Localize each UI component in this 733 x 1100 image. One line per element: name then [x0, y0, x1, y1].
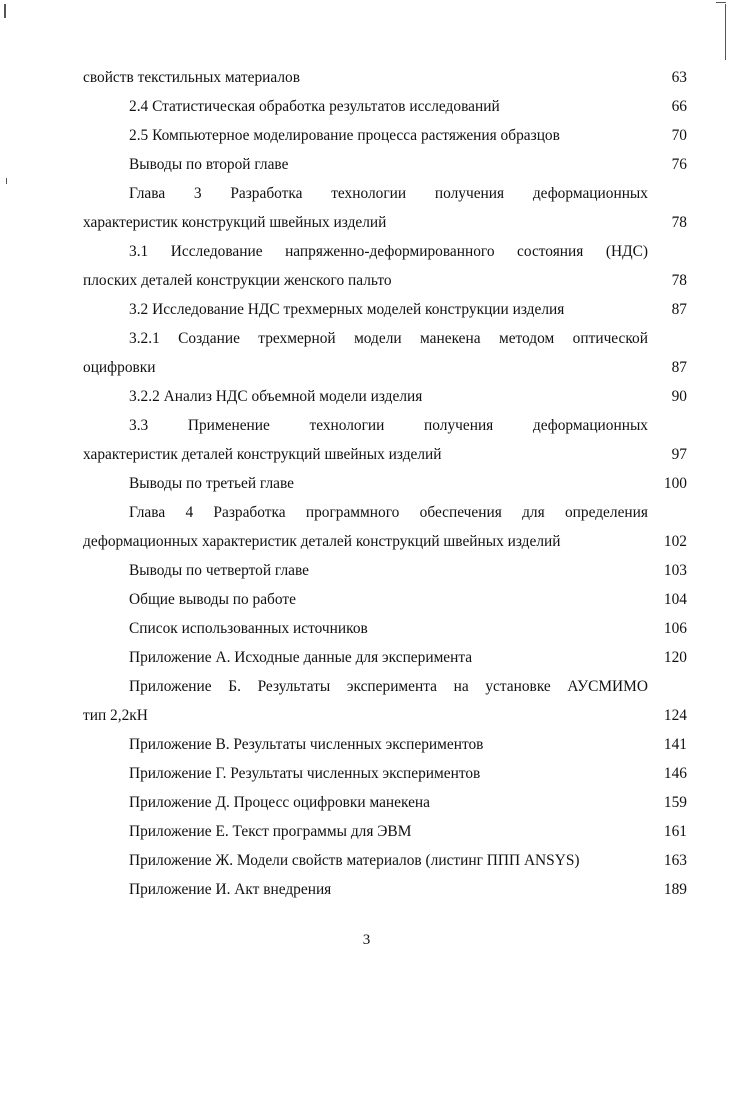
toc-entry [0, 383, 733, 412]
toc-entry-page: 103 [663, 562, 687, 579]
toc-entry-title: 3.2.2 Анализ НДС объемной модели изделия [129, 388, 423, 405]
toc-entry-title: Приложение Б. Результаты эксперимента на установке АУСМИМО [129, 678, 648, 695]
toc-entry-title: 2.4 Статистическая обработка результатов исследований [129, 98, 500, 115]
toc-entry [0, 760, 733, 789]
toc-entry-page: 141 [663, 736, 687, 753]
toc-entry [0, 209, 733, 238]
toc-entry-title: деформационных характеристик деталей конструкций швейных изделий [83, 533, 561, 550]
toc-entry [0, 441, 733, 470]
toc-entry [0, 180, 733, 209]
toc-entry-title: 3.2.1 Создание трехмерной модели манекена методом оптической [129, 330, 648, 347]
table-of-contents [0, 64, 733, 905]
toc-entry-page: 106 [663, 620, 687, 637]
toc-entry [0, 818, 733, 847]
toc-entry [0, 354, 733, 383]
toc-entry-title: Выводы по четвертой главе [129, 562, 309, 579]
toc-entry-title: 3.2 Исследование НДС трехмерных моделей конструкции изделия [129, 301, 565, 318]
toc-entry-title: плоских деталей конструкции женского пальто [83, 272, 392, 289]
toc-entry [0, 64, 733, 93]
toc-entry-page: 87 [671, 359, 687, 376]
toc-entry-page: 97 [671, 446, 687, 463]
toc-entry [0, 615, 733, 644]
toc-entry [0, 470, 733, 499]
toc-entry-title: Глава 4 Разработка программного обеспечения для определения [129, 504, 648, 521]
toc-entry-page: 70 [671, 127, 687, 144]
toc-entry [0, 702, 733, 731]
toc-entry-page: 63 [671, 69, 687, 86]
toc-entry-title: Приложение Е. Текст программы для ЭВМ [129, 823, 412, 840]
toc-entry-title: Приложение Ж. Модели свойств материалов (листинг ППП ANSYS) [129, 852, 580, 869]
toc-entry-title: 2.5 Компьютерное моделирование процесса растяжения образцов [129, 127, 560, 144]
toc-entry-page: 78 [671, 272, 687, 289]
toc-entry [0, 122, 733, 151]
toc-entry [0, 325, 733, 354]
toc-entry [0, 267, 733, 296]
toc-entry-page: 104 [663, 591, 687, 608]
page-number: 3 [362, 932, 371, 948]
toc-entry-page: 76 [671, 156, 687, 173]
scan-speck [4, 4, 6, 18]
toc-entry-page: 189 [663, 881, 687, 898]
toc-entry-page: 100 [663, 475, 687, 492]
toc-entry-title: Глава 3 Разработка технологии получения деформационных [129, 185, 648, 202]
scan-speck [725, 4, 726, 60]
toc-entry [0, 499, 733, 528]
toc-entry [0, 586, 733, 615]
toc-entry [0, 93, 733, 122]
toc-entry-title: Приложение Д. Процесс оцифровки манекена [129, 794, 430, 811]
toc-entry-page: 120 [663, 649, 687, 666]
toc-entry-page: 159 [663, 794, 687, 811]
toc-entry [0, 151, 733, 180]
toc-entry-page: 163 [663, 852, 687, 869]
toc-entry-page: 124 [663, 707, 687, 724]
toc-entry-page: 161 [663, 823, 687, 840]
toc-entry-title: Список использованных источников [129, 620, 368, 637]
toc-entry-title: Приложение В. Результаты численных экспериментов [129, 736, 484, 753]
toc-entry-page: 90 [671, 388, 687, 405]
toc-entry-title: Приложение И. Акт внедрения [129, 881, 332, 898]
toc-entry [0, 557, 733, 586]
toc-entry-page: 146 [663, 765, 687, 782]
toc-entry [0, 673, 733, 702]
toc-entry-title: тип 2,2кН [83, 707, 148, 724]
toc-entry-page: 78 [671, 214, 687, 231]
toc-entry-page: 102 [663, 533, 687, 550]
toc-entry [0, 528, 733, 557]
scan-speck [716, 2, 726, 3]
toc-entry-title: 3.1 Исследование напряженно-деформированного состояния (НДС) [129, 243, 648, 260]
toc-entry-title: Общие выводы по работе [129, 591, 296, 608]
toc-entry-title: Выводы по третьей главе [129, 475, 294, 492]
toc-entry-title: Приложение Г. Результаты численных экспериментов [129, 765, 481, 782]
toc-entry [0, 412, 733, 441]
toc-entry [0, 731, 733, 760]
toc-entry-title: Выводы по второй главе [129, 156, 289, 173]
toc-entry [0, 296, 733, 325]
toc-entry-title: Приложение А. Исходные данные для эксперимента [129, 649, 473, 666]
toc-entry [0, 644, 733, 673]
toc-entry-page: 87 [671, 301, 687, 318]
toc-entry-title: 3.3 Применение технологии получения деформационных [129, 417, 648, 434]
toc-entry-title: характеристик деталей конструкций швейных изделий [83, 446, 442, 463]
toc-entry-page: 66 [671, 98, 687, 115]
toc-entry-title: оцифровки [83, 359, 156, 376]
toc-entry [0, 876, 733, 905]
toc-entry-title: характеристик конструкций швейных изделий [83, 214, 387, 231]
toc-entry-title: свойств текстильных материалов [83, 69, 301, 86]
toc-entry [0, 789, 733, 818]
toc-entry [0, 238, 733, 267]
toc-entry [0, 847, 733, 876]
